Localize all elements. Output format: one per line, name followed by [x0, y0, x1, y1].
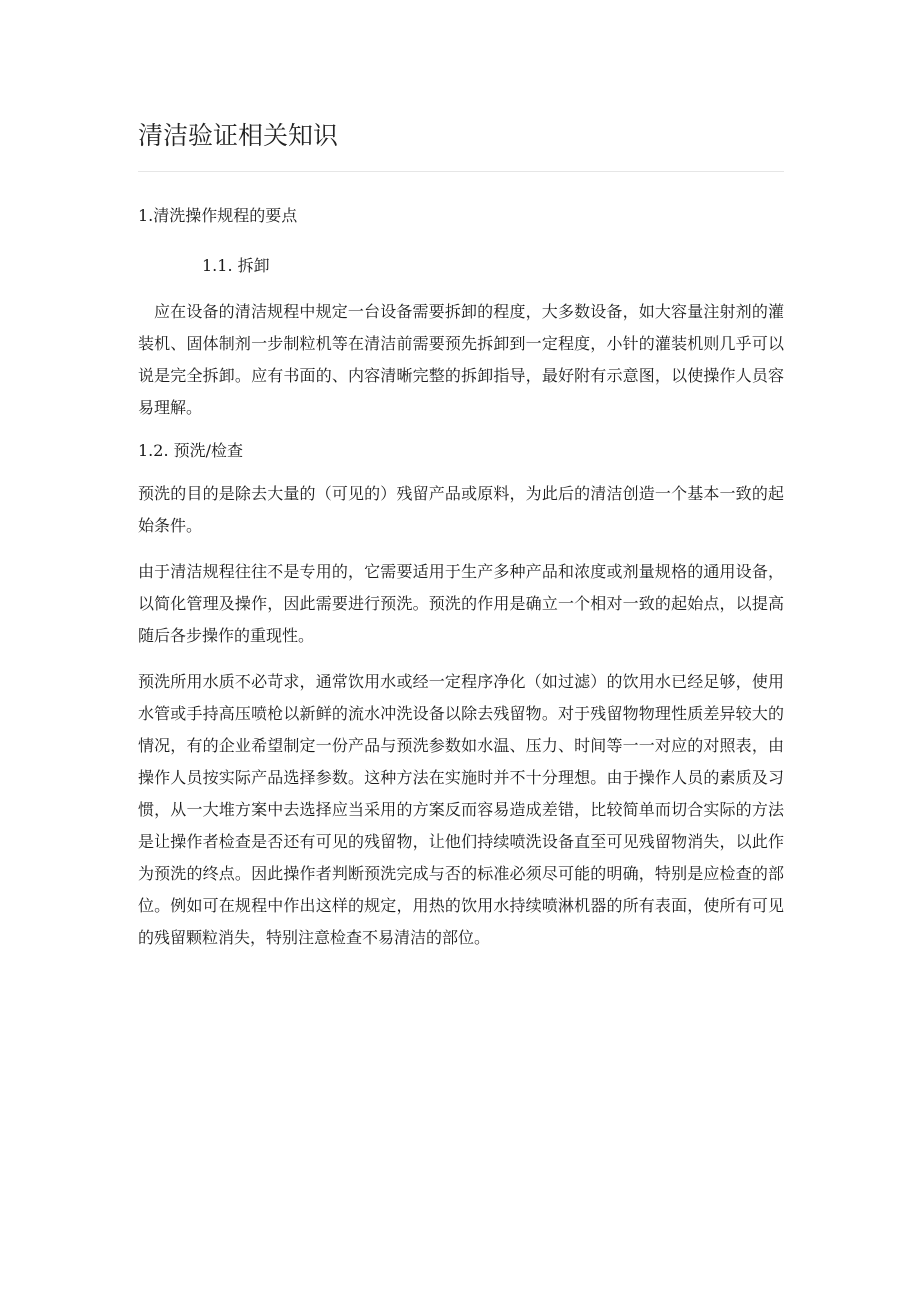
section-1-heading: 1.清洗操作规程的要点	[138, 206, 298, 225]
section-1-1-paragraph: 应在设备的清洁规程中规定一台设备需要拆卸的程度，大多数设备，如大容量注射剂的灌装机、固体制剂一步制粒机等在清洁前需要预先拆卸到一定程度，小针的灌装机则几乎可以说是完全拆卸。应有书面的、内容清晰完整的拆卸指导，最好附有示意图，以使操作人员容易理解。	[138, 302, 784, 417]
document-title: 清洁验证相关知识	[138, 121, 339, 150]
document-body	[138, 200, 784, 954]
section-1-2-paragraph-3: 预洗所用水质不必苛求，通常饮用水或经一定程序净化（如过滤）的饮用水已经足够，使用水管或手持高压喷枪以新鲜的流水冲洗设备以除去残留物。对于残留物物理性质差异较大的情况，有的企业希望制定一份产品与预洗参数如水温、压力、时间等一一对应的对照表，由操作人员按实际产品选择参数。这种方法在实施时并不十分理想。由于操作人员的素质及习惯，从一大堆方案中去选择应当采用的方案反而容易造成差错，比较简单而切合实际的方法是让操作者检查是否还有可见的残留物，让他们持续喷洗设备直至可见残留物消失，以此作为预洗的终点。因此操作者判断预洗完成与否的标准必须尽可能的明确，特别是应检查的部位。例如可在规程中作出这样的规定，用热的饮用水持续喷淋机器的所有表面，使所有可见的残留颗粒消失，特别注意检查不易清洁的部位。	[138, 672, 784, 947]
title-divider	[138, 171, 784, 172]
section-1-2-paragraph-2: 由于清洁规程往往不是专用的，它需要适用于生产多种产品和浓度或剂量规格的通用设备，以简化管理及操作，因此需要进行预洗。预洗的作用是确立一个相对一致的起始点，以提高随后各步操作的重现性。	[138, 562, 784, 645]
section-1-2-heading: 1.2. 预洗/检查	[138, 441, 244, 460]
section-1-1-heading: 1.1. 拆卸	[202, 256, 270, 275]
section-1-2-paragraph-1: 预洗的目的是除去大量的（可见的）残留产品或原料，为此后的清洁创造一个基本一致的起始条件。	[138, 484, 784, 535]
